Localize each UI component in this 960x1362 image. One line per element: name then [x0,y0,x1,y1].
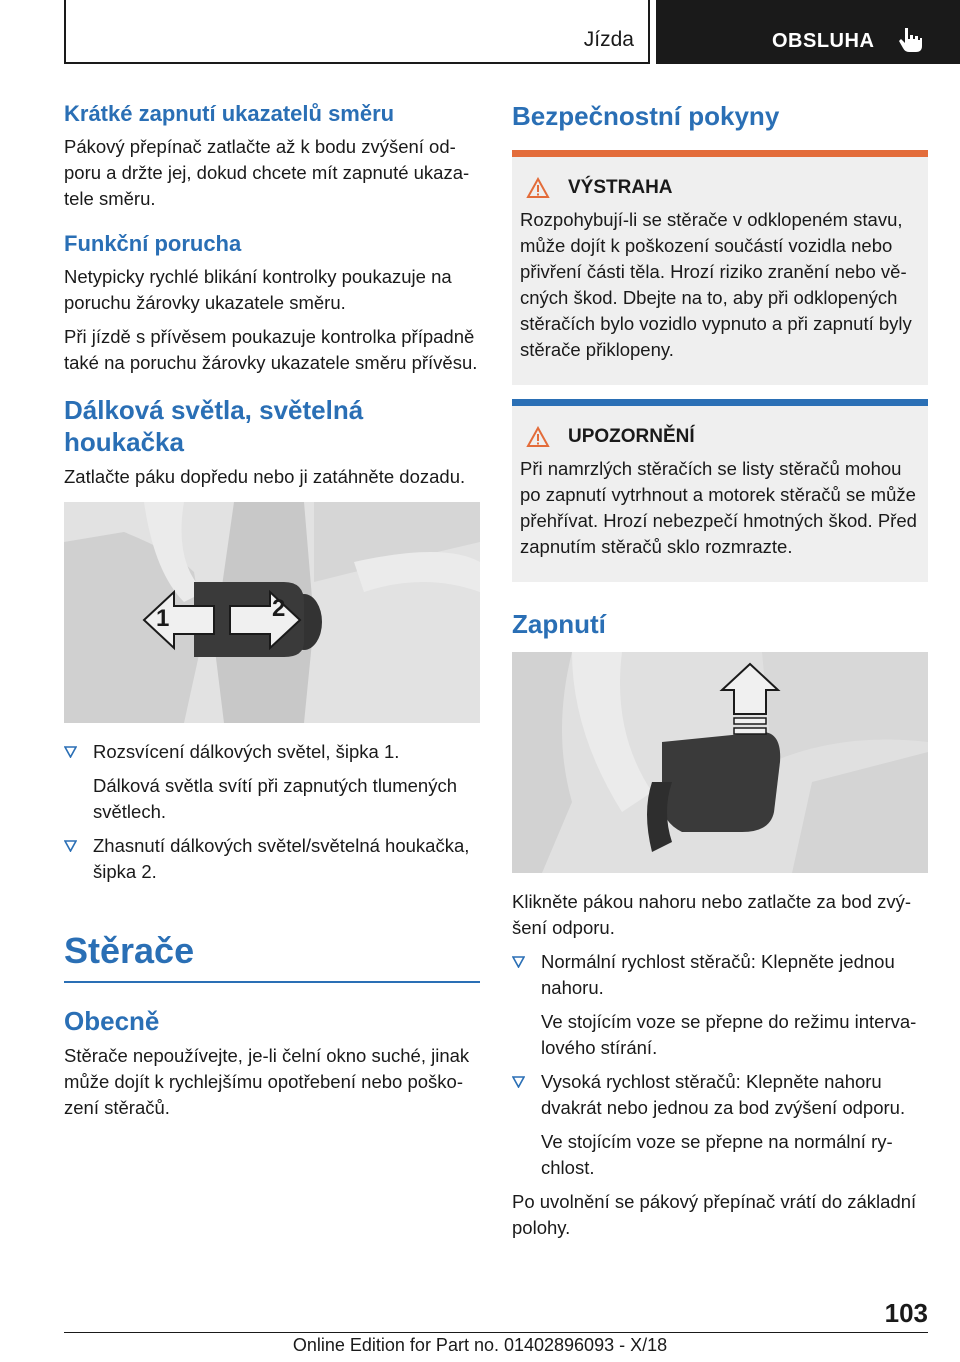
warning-text: Rozpohybují-li se stěrače v odklopeném stavu, může dojít k poškození součástí vozidla nebo přivření části těla. Hrozí riziko zranění nebo věcných škod. Dbejte na to, aby při odklopených stěračích bylo vozidlo vypnuto a při zapnutí byly stěrače přiklopeny. [520,209,912,360]
list-item-text: Zhasnutí dálkových světel/světelná houkačka, šipka 2. [93,835,470,882]
heading-safety: Bezpečnostní pokyny [512,101,780,131]
list-item-subtext: Ve stojícím voze se přepne na normální rychlost. [541,1131,893,1178]
wiper-lever-illustration [512,652,928,873]
header-chapter-tab [656,0,960,64]
list-item [512,1069,928,1181]
triangle-bullet-icon [64,840,77,852]
list-item [64,739,480,825]
warning-title: VÝSTRAHA [568,177,673,198]
heading-general: Obecně [64,1006,160,1036]
warning-box [512,150,928,385]
notice-title: UPOZORNĚNÍ [568,426,695,447]
list-item-text: Normální rychlost stěračů: Klepněte jednou nahoru. [541,951,895,998]
left-column [64,100,480,1129]
list-item [64,833,480,885]
paragraph-release: Po uvolnění se pákový přepínač vrátí do základní polohy. [512,1191,917,1238]
arrow-label-2: 2 [272,595,286,622]
footer-divider [64,1332,928,1333]
paragraph-malfunction-2: Při jízdě s přívěsem poukazuje kontrolka případně také na poruchu žárovky ukazatele směru přívěsu. [64,326,478,373]
list-high-beam [64,739,480,885]
figure-high-beam-lever [64,502,480,723]
notice-triangle-icon [526,426,550,448]
pointing-hand-icon [896,24,926,54]
edition-note: Online Edition for Part no. 01402896093 - X/18 [292,1335,668,1355]
heading-malfunction: Funkční porucha [64,231,242,256]
triangle-bullet-icon [512,1076,525,1088]
arrow-label-1: 1 [156,605,170,632]
header-section-title: Jízda [583,28,634,51]
notice-text: Při namrzlých stěračích se listy stěračů mohou po zapnutí vytrhnout a motorek stěračů se může přehřívat. Hrozí nebezpečí hmotných škod. Před zapnutím stěračů sklo rozmrazte. [520,458,917,557]
list-item-subtext: Ve stojícím voze se přepne do režimu intervalového stírání. [541,1011,917,1058]
page-number: 103 [884,1298,928,1328]
lever-illustration [64,502,480,723]
heading-switch-on: Zapnutí [512,609,606,639]
list-item [512,949,928,1061]
warning-triangle-icon [526,177,550,199]
heading-wipers: Stěrače [64,929,480,983]
heading-turn-signal: Krátké zapnutí ukazatelů směru [64,101,395,126]
triangle-bullet-icon [64,746,77,758]
header-frame [64,0,650,64]
triangle-bullet-icon [512,956,525,968]
heading-high-beam: Dálková světla, světelná houkačka [64,395,364,457]
list-item-subtext: Dálková světla svítí při zapnutých tlumených světlech. [93,775,457,822]
paragraph-general: Stěrače nepoužívejte, je-li čelní okno suché, jinak může dojít k rychlejšímu opotřebení nebo poškození stěračů. [64,1045,470,1118]
list-wiper-speed [512,949,928,1181]
page-header [0,0,960,66]
paragraph-switch-on: Klikněte pákou nahoru nebo zatlačte za bod zvýšení odporu. [512,891,912,938]
right-column [512,100,928,1249]
list-item-text: Vysoká rychlost stěračů: Klepněte nahoru dvakrát nebo jednou za bod zvýšení odporu. [541,1071,906,1118]
paragraph-high-beam: Zatlačte páku dopředu nebo ji zatáhněte dozadu. [64,466,466,487]
list-item-text: Rozsvícení dálkových světel, šipka 1. [93,741,400,762]
figure-wiper-lever [512,652,928,873]
paragraph-malfunction-1: Netypicky rychlé blikání kontrolky poukazuje na poruchu žárovky ukazatele směru. [64,266,452,313]
header-chapter-label: OBSLUHA [772,30,875,52]
notice-box [512,399,928,582]
paragraph-turn-signal: Pákový přepínač zatlačte až k bodu zvýšení odporu a držte jej, dokud chcete mít zapnuté ukazatele směru. [64,136,470,209]
